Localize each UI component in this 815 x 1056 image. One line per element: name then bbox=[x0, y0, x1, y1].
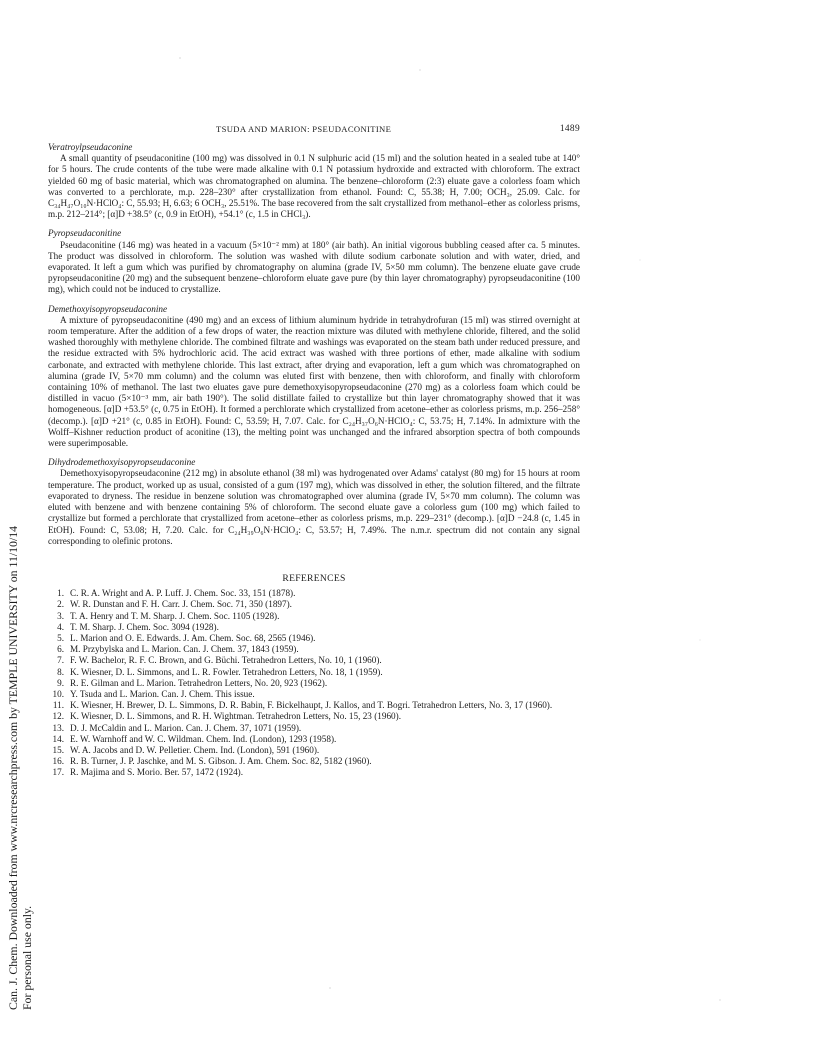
section-demethoxyisopyropseudaconine bbox=[48, 304, 580, 450]
reference-number: 10. bbox=[52, 688, 64, 699]
running-header bbox=[48, 124, 580, 136]
reference-text: M. Przybylska and L. Marion. Can. J. Chem. 37, 1843 (1959). bbox=[70, 644, 299, 655]
reference-number: 15. bbox=[52, 744, 64, 755]
reference-item bbox=[48, 734, 580, 745]
reference-text: F. W. Bachelor, R. F. C. Brown, and G. Büchi. Tetrahedron Letters, No. 10, 1 (1960). bbox=[70, 655, 382, 666]
reference-number: 17. bbox=[52, 767, 64, 778]
reference-item bbox=[48, 678, 580, 689]
section-paragraph: Demethoxyisopyropseudaconine (212 mg) in absolute ethanol (38 ml) was hydrogenated over Adams' catalyst (80 mg) for 15 hours at room temperature. The product, worked up as usual, consisted of a gum (197 mg), which was dissolved in ether, the solution filtered, and the filtrate evaporated to dryness. The residue in benzene solution was chromatographed over alumina (grade IV, 5×70 mm column). The column was eluted with benzene and with benzene containing 5% of chloroform. The second eluate gave a colorless gum (100 mg) which failed to crystallize but formed a perchlorate that crystallized from acetone–ether as colorless prisms, m.p. 229–231° (decomp.). [α]D −24.8 (c, 1.45 in EtOH). Found: C, 53.08; H, 7.20. Calc. for C₂₄H₃₉O₆N·HClO₄: C, 53.57; H, 7.49%. The n.m.r. spectrum did not contain any signal corresponding to olefinic protons. bbox=[48, 468, 580, 546]
reference-number: 4. bbox=[57, 621, 64, 632]
references-list bbox=[48, 588, 580, 778]
download-notice-line-2: For personal use only. bbox=[20, 905, 34, 1010]
section-dihydrodemethoxyisopyropseudaconine bbox=[48, 457, 580, 547]
reference-number: 6. bbox=[57, 644, 64, 655]
reference-text: R. Majima and S. Morio. Ber. 57, 1472 (1924). bbox=[70, 767, 244, 778]
reference-text: L. Marion and O. E. Edwards. J. Am. Chem. Soc. 68, 2565 (1946). bbox=[70, 632, 316, 643]
reference-number: 2. bbox=[57, 599, 64, 610]
download-notice bbox=[0, 0, 46, 1056]
reference-item bbox=[48, 611, 580, 622]
reference-text: E. W. Warnhoff and W. C. Wildman. Chem. Ind. (London), 1293 (1958). bbox=[70, 733, 337, 744]
references-heading: REFERENCES bbox=[282, 572, 346, 584]
reference-item bbox=[48, 723, 580, 734]
reference-number: 11. bbox=[52, 700, 64, 711]
reference-item bbox=[48, 767, 580, 778]
reference-item bbox=[48, 756, 580, 767]
reference-number: 8. bbox=[57, 666, 64, 677]
reference-item bbox=[48, 711, 580, 722]
reference-item bbox=[48, 700, 580, 711]
reference-number: 5. bbox=[57, 632, 64, 643]
page-number: 1489 bbox=[559, 124, 580, 134]
reference-number: 7. bbox=[57, 655, 64, 666]
reference-item bbox=[48, 689, 580, 700]
reference-item bbox=[48, 588, 580, 599]
reference-text: K. Wiesner, H. Brewer, D. L. Simmons, D. R. Babin, F. Bickelhaupt, J. Kallos, and T. Bogri. Tetrahedron Letters, No. 3, 17 (1960). bbox=[70, 700, 553, 711]
reference-number: 14. bbox=[52, 733, 64, 744]
reference-number: 16. bbox=[52, 756, 64, 767]
section-title: Demethoxyisopyropseudaconine bbox=[48, 303, 168, 314]
reference-text: T. M. Sharp. J. Chem. Soc. 3094 (1928). bbox=[70, 621, 219, 632]
reference-item bbox=[48, 599, 580, 610]
reference-item bbox=[48, 655, 580, 666]
page-body bbox=[48, 124, 580, 779]
reference-number: 1. bbox=[57, 588, 64, 599]
reference-text: C. R. A. Wright and A. P. Luff. J. Chem. Soc. 33, 151 (1878). bbox=[70, 588, 296, 599]
reference-text: K. Wiesner, D. L. Simmons, and L. R. Fowler. Tetrahedron Letters, No. 18, 1 (1959). bbox=[70, 666, 383, 677]
section-veratroylpseudaconine bbox=[48, 142, 580, 220]
download-notice-line-1: Can. J. Chem. Downloaded from www.nrcresearchpress.com by TEMPLE UNIVERSITY on 11/10/14 bbox=[6, 525, 20, 1010]
section-title: Dihydrodemethoxyisopyropseudaconine bbox=[48, 457, 196, 468]
reference-number: 12. bbox=[52, 711, 64, 722]
reference-text: D. J. McCaldin and L. Marion. Can. J. Chem. 37, 1071 (1959). bbox=[70, 722, 302, 733]
reference-item bbox=[48, 745, 580, 756]
reference-item bbox=[48, 644, 580, 655]
reference-number: 9. bbox=[57, 677, 64, 688]
section-paragraph: Pseudaconitine (146 mg) was heated in a vacuum (5×10⁻² mm) at 180° (air bath). An initial vigorous bubbling ceased after ca. 5 minutes. The product was dissolved in chloroform. The solution was washed with dilute sodium carbonate solution and with water, dried, and evaporated. It left a gum which was purified by chromatography on alumina (grade IV, 5×50 mm column). The benzene eluate gave crude pyropseudaconitine (20 mg) and the subsequent benzene–chloroform eluate gave pure (by thin layer chromatography) pyropseudaconitine (100 mg), which could not be induced to crystallize. bbox=[48, 239, 580, 295]
running-title: TSUDA AND MARION: PSEUDACONITINE bbox=[216, 124, 392, 134]
section-pyropseudaconitine bbox=[48, 228, 580, 295]
section-paragraph: A mixture of pyropseudaconitine (490 mg) and an excess of lithium aluminum hydride in tetrahydrofuran (15 ml) was stirred overnight at room temperature. After the addition of a few drops of water, the reaction mixture was diluted with methylene chloride, filtered, and the solid washed thoroughly with methylene chloride. The combined filtrate and washings was evaporated on the steam bath under reduced pressure, and the residue extracted with 5% hydrochloric acid. The acid extract was washed with three portions of ether, made alkaline with sodium carbonate, and extracted with methylene chloride. This last extract, after drying and evaporation, left a gum which was chromatographed on alumina (grade IV, 5×70 mm column) and the column was eluted first with benzene, then with chloroform, and finally with chloroform containing 10% of methanol. The last two eluates gave pure demethoxyisopyropseudaconine (270 mg) as a colorless foam which could be distilled in vacuo (5×10⁻³ mm, air bath 190°). The solid distillate failed to crystallize but thin layer chromatography showed that it was homogeneous. [α]D +53.5° (c, 0.75 in EtOH). It formed a perchlorate which crystallized from acetone–ether as colorless prisms, m.p. 256–258° (decomp.). [α]D +21° (c, 0.85 in EtOH). Found: C, 53.59; H, 7.07. Calc. for C₂₄H₃₇O₆N·HClO₄: C, 53.75; H, 7.14%. In admixture with the Wolff–Kishner reduction product of aconitine (13), the melting point was unchanged and the infrared absorption spectra of both compounds were superimposable. bbox=[48, 314, 580, 449]
section-paragraph: A small quantity of pseudaconitine (100 mg) was dissolved in 0.1 N sulphuric acid (15 ml) and the solution heated in a sealed tube at 140° for 5 hours. The crude contents of the tube were made alkaline with 0.1 N potassium hydroxide and extracted with chloroform. The extract yielded 60 mg of basic material, which was chromatographed on alumina. The benzene–chloroform (2:3) eluate gave a colorless foam which was converted to a perchlorate, m.p. 228–230° after crystallization from ethanol. Found: C, 55.38; H, 7.00; OCH₃, 25.09. Calc. for C₃₄H₄₇O₁₀N·HClO₄: C, 55.93; H, 6.63; 6 OCH₃, 25.51%. The base recovered from the salt crystallized from methanol–ether as colorless prisms, m.p. 212–214°; [α]D +38.5° (c, 0.9 in EtOH), +54.1° (c, 1.5 in CHCl₃). bbox=[48, 153, 580, 220]
reference-text: K. Wiesner, D. L. Simmons, and R. H. Wightman. Tetrahedron Letters, No. 15, 23 (1960). bbox=[70, 711, 401, 722]
reference-text: W. A. Jacobs and D. W. Pelletier. Chem. Ind. (London), 591 (1960). bbox=[70, 744, 320, 755]
reference-number: 3. bbox=[57, 610, 64, 621]
reference-text: Y. Tsuda and L. Marion. Can. J. Chem. This issue. bbox=[70, 688, 255, 699]
reference-number: 13. bbox=[52, 722, 64, 733]
reference-item bbox=[48, 667, 580, 678]
reference-item bbox=[48, 622, 580, 633]
section-title: Veratroylpseudaconine bbox=[48, 142, 133, 152]
reference-text: R. B. Turner, J. P. Jaschke, and M. S. Gibson. J. Am. Chem. Soc. 82, 5182 (1960). bbox=[70, 756, 372, 767]
reference-item bbox=[48, 633, 580, 644]
reference-text: R. E. Gilman and L. Marion. Tetrahedron Letters, No. 20, 923 (1962). bbox=[70, 677, 328, 688]
section-title: Pyropseudaconitine bbox=[48, 228, 122, 239]
reference-text: W. R. Dunstan and F. H. Carr. J. Chem. Soc. 71, 350 (1897). bbox=[70, 599, 292, 610]
reference-text: T. A. Henry and T. M. Sharp. J. Chem. Soc. 1105 (1928). bbox=[70, 610, 280, 621]
